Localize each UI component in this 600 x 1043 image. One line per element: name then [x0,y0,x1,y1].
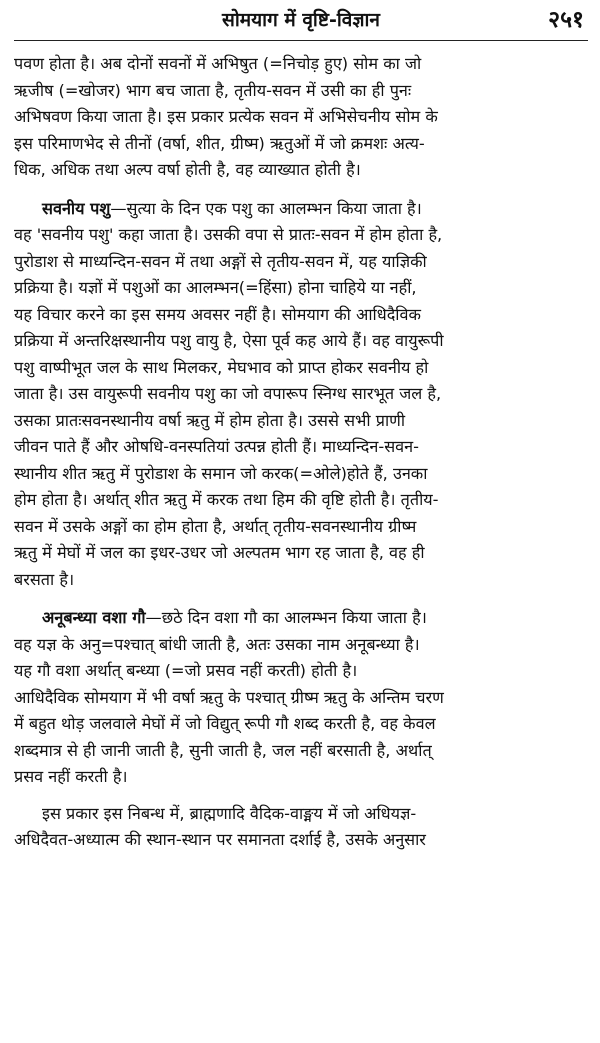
text-line: पुरोडाश से माध्यन्दिन-सवन में तथा अङ्गों से तृतीय-सवन में, यह याज्ञिकी [14,251,427,271]
text-line [14,196,588,223]
text-line: प्रक्रिया में अन्तरिक्षस्थानीय पशु वायु है, ऐसा पूर्व कह आये हैं। वह वायुरूपी [14,331,444,350]
text-line: ऋजीष (=खोजर) भाग बच जाता है, तृतीय-सवन में उसी का ही पुनः [14,80,412,100]
text-line: प्रसव नहीं करती है। [14,767,128,786]
text-run: —सुत्या के दिन एक पशु का आलम्भन किया जाता है। [110,198,422,218]
text-line: जाता है। उस वायुरूपी सवनीय पशु का जो वपारूप स्निग्ध सारभूत जल है, [14,384,442,403]
text-line: इस परिमाणभेद से तीनों (वर्षा, शीत, ग्रीष्म) ऋतुओं में जो क्रमशः अत्य- [14,133,425,153]
page-title: सोमयाग में वृष्टि-विज्ञान [222,9,380,31]
text-line: सवन में उसके अङ्गों का होम होता है, अर्थात् तृतीय-सवनस्थानीय ग्रीष्म [14,516,417,536]
text-line: यह विचार करने का इस समय अवसर नहीं है। सोमयाग की आधिदैविक [14,304,421,324]
text-run: —छठे दिन वशा गौ का आलम्भन किया जाता है। [145,608,427,627]
text-line: होम होता है। अर्थात् शीत ऋतु में करक तथा हिम की वृष्टि होती है। तृतीय- [14,490,439,509]
text-line: आधिदैविक सोमयाग में भी वर्षा ऋतु के पश्चात् ग्रीष्म ऋतु के अन्तिम चरण [14,687,444,707]
page-number: २५१ [548,7,584,33]
text-line: जीवन पाते हैं और ओषधि-वनस्पतियां उत्पन्न होती हैं। माध्यन्दिन-सवन- [14,437,419,456]
section-term: अनूबन्ध्या वशा गौ [42,608,146,627]
text-line: धिक, अधिक तथा अल्प वर्षा होती है, वह व्याख्यात होती है। [14,160,361,179]
text-line: पशु वाष्पीभूत जल के साथ मिलकर, मेघभाव को प्राप्त होकर सवनीय हो [14,357,429,377]
section-term: सवनीय पशु [42,198,111,218]
text-line: स्थानीय शीत ऋतु में पुरोडाश के समान जो करक(=ओले)होते हैं, उनका [14,463,428,483]
text-line [14,605,588,632]
text-line: उसका प्रातःसवनस्थानीय वर्षा ऋतु में होम होता है। उससे सभी प्राणी [14,410,406,430]
text-line: वह 'सवनीय पशु' कहा जाता है। उसकी वपा से प्रातः-सवन में होम होता है, [14,225,443,244]
text-line: यह गौ वशा अर्थात् बन्ध्या (=जो प्रसव नहीं करती) होती है। [14,661,358,680]
text-line: अभिषवण किया जाता है। इस प्रकार प्रत्येक सवन में अभिसेचनीय सोम के [14,107,438,126]
text-line: में बहुत थोड़ जलवाले मेघों में जो विद्युत् रूपी गौ शब्द करती है, वह केवल [14,714,436,733]
paragraph-conclusion [14,801,588,854]
paragraph-savaniya-pashu [14,196,588,594]
text-line: प्रक्रिया है। यज्ञों में पशुओं का आलम्भन(=हिंसा) होना चाहिये या नहीं, [14,278,417,297]
text-line: वह यज्ञ के अनु=पश्चात् बांधी जाती है, अतः उसका नाम अनूबन्ध्या है। [14,634,420,654]
text-line: ऋतु में मेघों में जल का इधर-उधर जो अल्पतम भाग रह जाता है, वह ही [14,543,425,562]
paragraph-1 [14,51,588,184]
text-line: शब्दमात्र से ही जानी जाती है, सुनी जाती है, जल नहीं बरसाती है, अर्थात् [14,740,432,760]
paragraph-anubandhya-gau [14,605,588,791]
text-line: बरसता है। [14,569,75,589]
text-line: अधिदैवत-अध्यात्म की स्थान-स्थान पर समानता दर्शाई है, उसके अनुसार [14,830,426,849]
text-line: पवण होता है। अब दोनों सवनों में अभिषुत (=निचोड़ हुए) सोम का जो [14,54,422,73]
text-line: इस प्रकार इस निबन्ध में, ब्राह्मणादि वैदिक-वाङ्मय में जो अधियज्ञ- [42,803,417,823]
running-header [14,0,588,41]
